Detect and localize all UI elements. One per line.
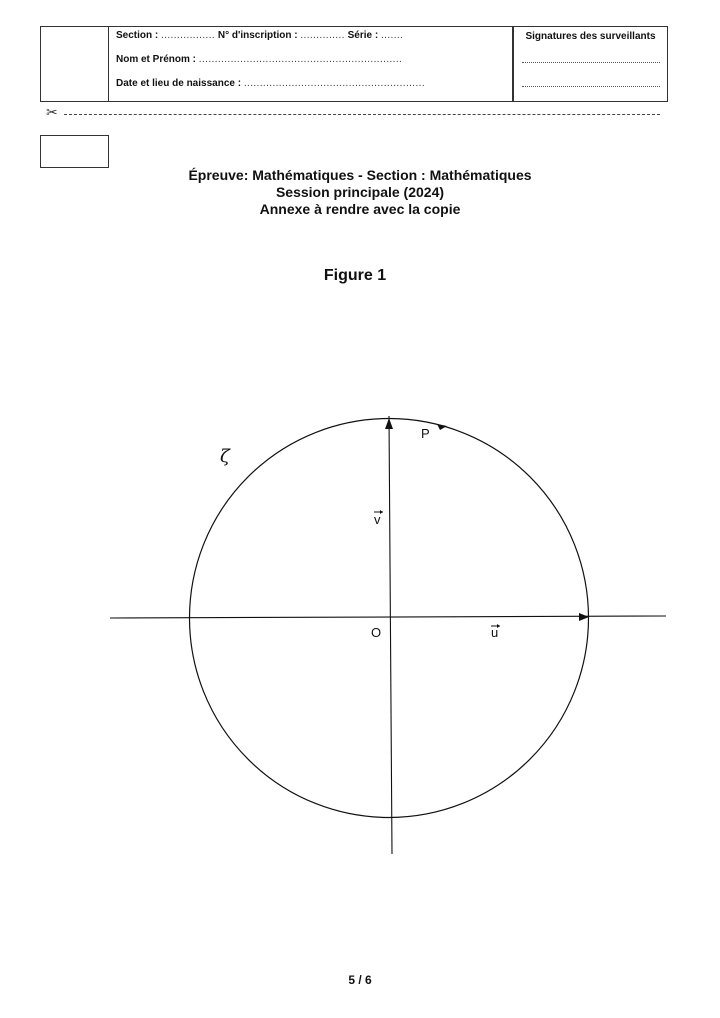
inscription-label: N° d'inscription : — [217, 30, 298, 41]
origin-label: O — [371, 625, 382, 640]
section-label: Section : — [116, 30, 159, 41]
v-arrowhead — [385, 418, 393, 429]
exam-annex-note: Annexe à rendre avec la copie — [259, 201, 461, 217]
exam-session: Session principale (2024) — [275, 184, 445, 200]
scissors-icon: ✂ — [46, 104, 58, 120]
vector-v-label: v — [374, 512, 381, 527]
u-arrowhead — [579, 613, 589, 621]
date-label: Date et lieu de naissance : — [116, 78, 242, 89]
signatures-title: Signatures des surveillants — [525, 31, 656, 42]
figure-title: Figure 1 — [323, 267, 387, 284]
exam-title: Épreuve: Mathématiques - Section : Mathématiques — [188, 167, 532, 183]
section-dots: ................. — [161, 30, 216, 41]
page-number: 5 / 6 — [348, 973, 372, 987]
serie-label: Série : — [347, 30, 379, 41]
vector-u-label: u — [491, 625, 499, 640]
nom-dots: ................................................................ — [198, 54, 403, 65]
date-dots: ......................................................... — [243, 78, 426, 89]
point-p-label: P — [421, 426, 430, 441]
inscription-dots: .............. — [300, 30, 345, 41]
y-axis — [389, 416, 392, 854]
nom-label: Nom et Prénom : — [116, 54, 197, 65]
serie-dots: ....... — [380, 30, 404, 41]
curve-label: ζ — [220, 446, 230, 467]
